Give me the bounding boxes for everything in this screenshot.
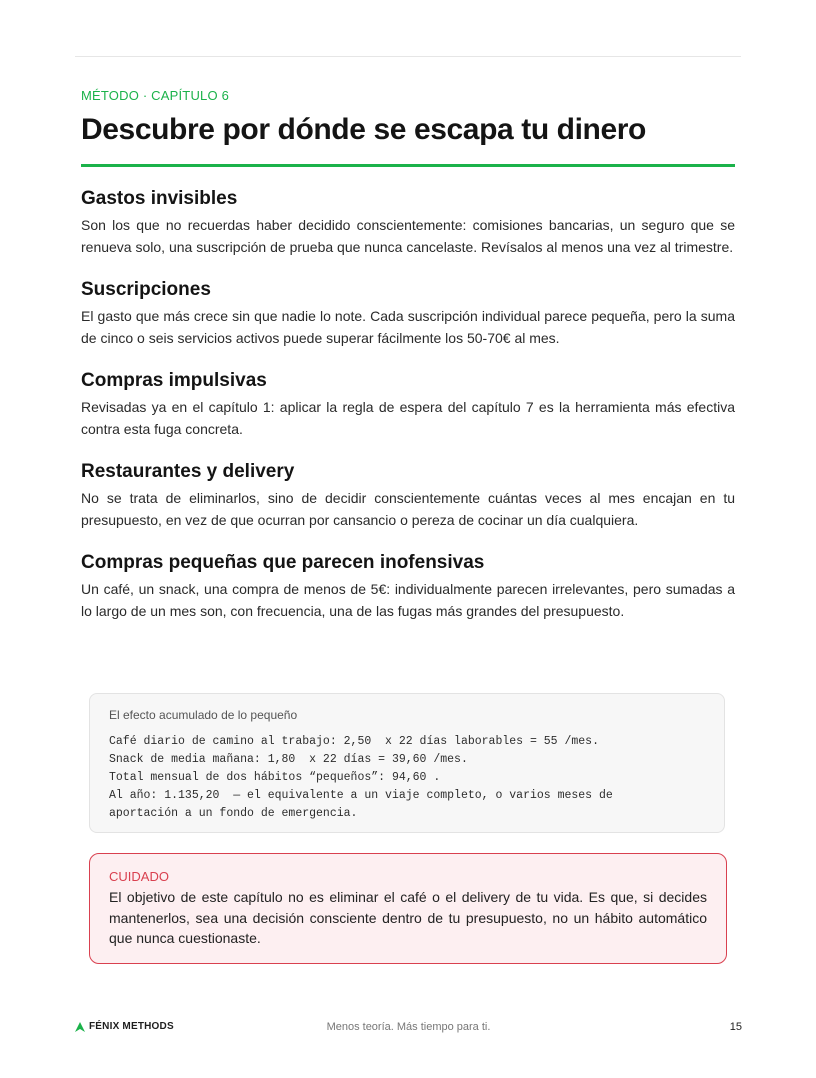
example-line: aportación a un fondo de emergencia. [109,807,358,820]
title-underline [81,164,735,167]
example-box [89,693,725,833]
section-heading: Compras pequeñas que parecen inofensivas [81,552,485,573]
brand-name: FÉNIX METHODS [89,1021,174,1032]
section-body: Un café, un snack, una compra de menos de 5€: individualmente parecen irrelevantes, pero sumadas a lo largo de un mes son, con frecuencia, una de las fugas más grandes del presupuesto. [81,581,735,619]
warning-label: CUIDADO [109,869,169,884]
example-line: Total mensual de dos hábitos “pequeños”: 94,60 . [109,771,441,784]
top-divider [75,56,741,57]
section-body: El gasto que más crece sin que nadie lo note. Cada suscripción individual parece pequeña, pero la suma de cinco o seis servicios activos puede superar fácilmente los 50-70€ al mes. [81,308,735,346]
section-heading: Compras impulsivas [81,370,267,391]
page-footer [75,1021,742,1039]
section-compras-impulsivas [81,369,735,440]
section-gastos-invisibles [81,187,735,258]
chapter-eyebrow: MÉTODO · CAPÍTULO 6 [81,88,230,103]
section-heading: Suscripciones [81,279,211,300]
warning-text: El objetivo de este capítulo no es eliminar el café o el delivery de tu vida. Es que, si decides mantenerlos, sea una decisión consciente dentro de tu presupuesto, no un hábito automático que nunca cuestionaste. [109,889,707,946]
page-number: 15 [729,1021,742,1033]
section-body: No se trata de eliminarlos, sino de decidir conscientemente cuántas veces al mes encajan en tu presupuesto, en vez de que ocurran por cansancio o pereza de cocinar un día cualquiera. [81,490,735,528]
footer-tagline: Menos teoría. Más tiempo para ti. [326,1021,491,1033]
example-box-title: El efecto acumulado de lo pequeño [109,708,298,722]
page-content [81,86,735,622]
page-title: Descubre por dónde se escapa tu dinero [81,113,646,146]
section-heading: Restaurantes y delivery [81,461,295,482]
section-restaurantes-delivery [81,460,735,531]
section-suscripciones [81,278,735,349]
warning-callout [89,853,727,964]
section-compras-pequenas [81,551,735,622]
example-line: Al año: 1.135,20 — el equivalente a un viaje completo, o varios meses de [109,789,613,802]
section-body: Son los que no recuerdas haber decidido conscientemente: comisiones bancarias, un seguro que se renueva solo, una suscripción de prueba que nunca cancelaste. Revísalos al menos una vez al trimestre. [81,217,735,255]
example-line: Snack de media mañana: 1,80 x 22 días = 39,60 /mes. [109,753,468,766]
section-heading: Gastos invisibles [81,188,238,209]
example-line: Café diario de camino al trabajo: 2,50 x 22 días laborables = 55 /mes. [109,735,599,748]
section-body: Revisadas ya en el capítulo 1: aplicar la regla de espera del capítulo 7 es la herramienta más efectiva contra esta fuga concreta. [81,399,735,437]
